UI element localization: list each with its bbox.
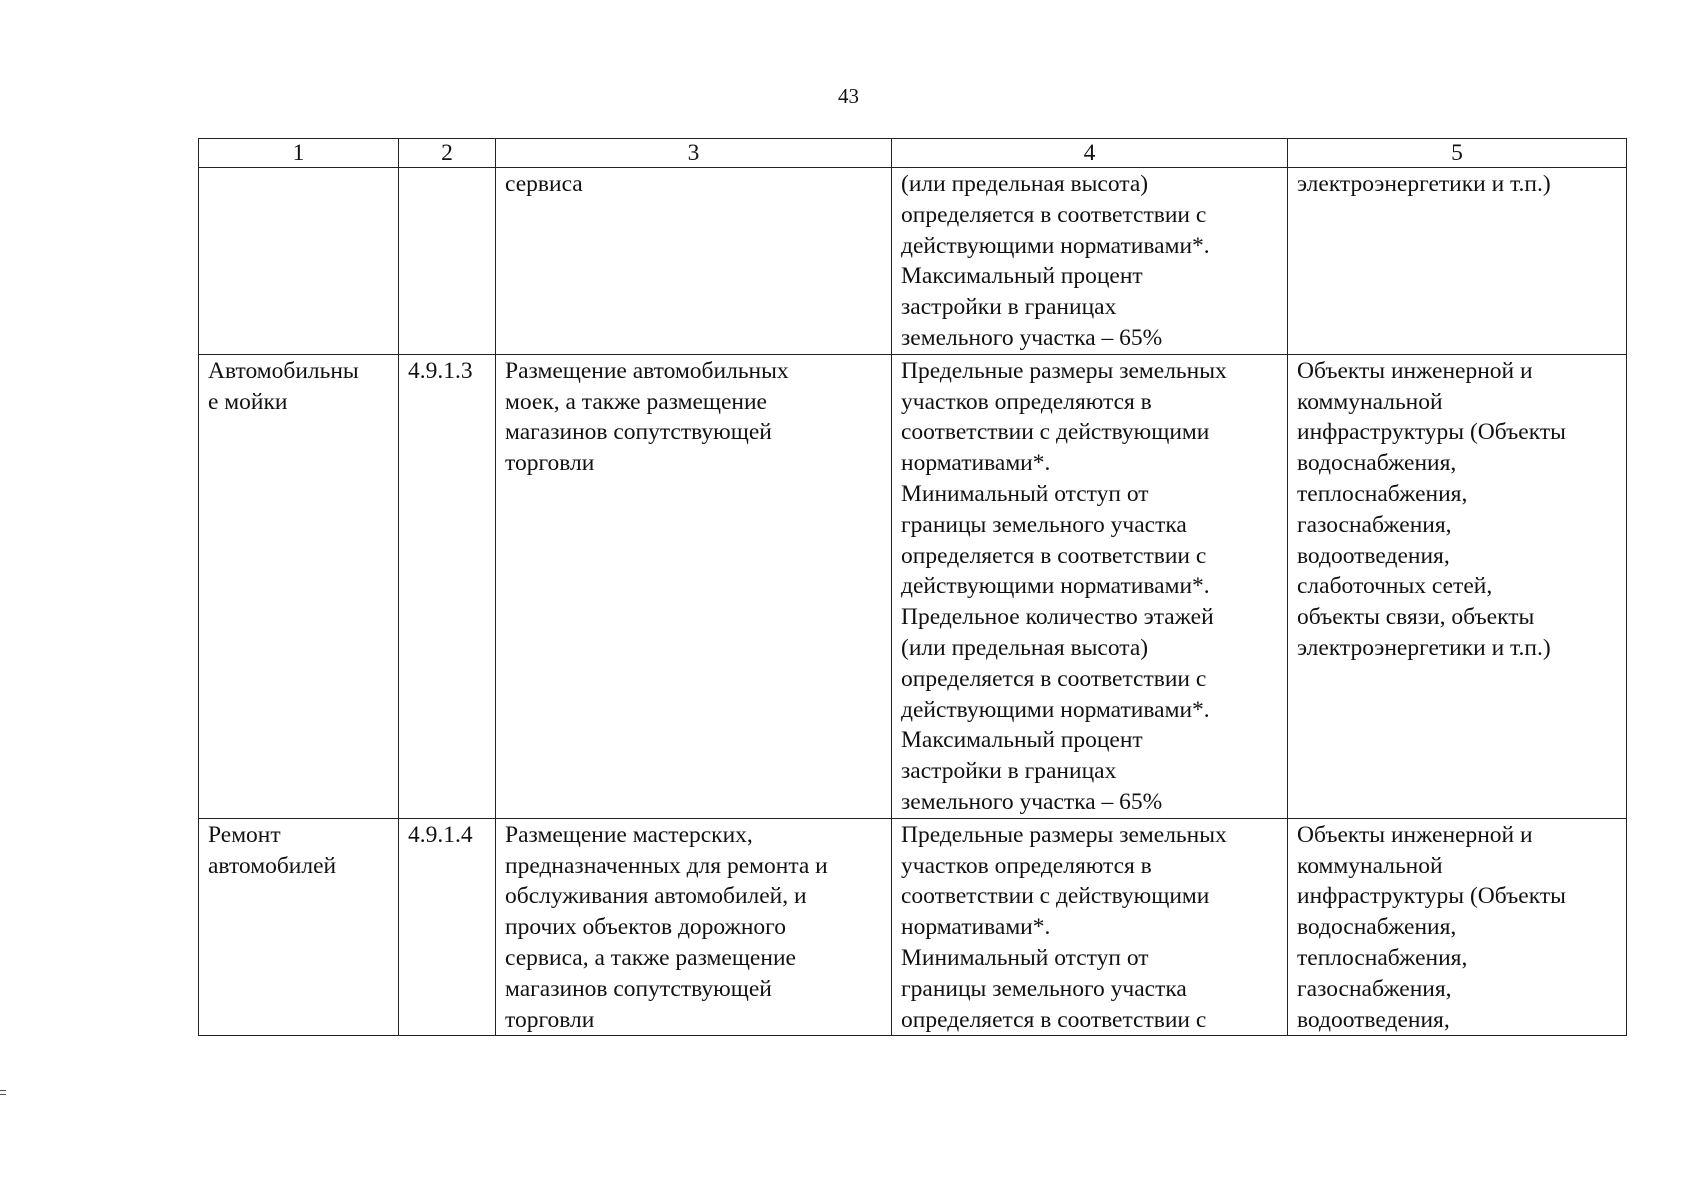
regulations-table [198, 138, 1627, 1036]
column-header-5: 5 [1288, 139, 1627, 168]
table-header-row [199, 139, 1627, 168]
cell-parameters: (или предельная высота) определяется в соответствии с действующими нормативами*. Максимальный процент застройки в границах земельного участка – 65% [892, 168, 1288, 355]
cell-description: Размещение автомобильных моек, а также размещение магазинов сопутствующей торговли [496, 354, 892, 818]
table-row [199, 354, 1627, 818]
scan-edge-mark [0, 1090, 6, 1091]
cell-parameters: Предельные размеры земельных участков определяются в соответствии с действующими нормативами*. Минимальный отступ от границы земельного участка определяется в соответствии с действующими нормативами*. Предельное количество этажей (или предельная высота) определяется в соответствии с действующими нормативами*. Максимальный процент застройки в границах земельного участка – 65% [892, 354, 1288, 818]
page-number: 43 [838, 84, 859, 108]
table-row [199, 818, 1627, 1036]
cell-land-use-name: Ремонт автомобилей [199, 818, 399, 1036]
cell-parameters: Предельные размеры земельных участков определяются в соответствии с действующими нормативами*. Минимальный отступ от границы земельного участка определяется в соответствии с [892, 818, 1288, 1036]
cell-code: 4.9.1.3 [399, 354, 496, 818]
cell-land-use-name: Автомобильны е мойки [199, 354, 399, 818]
cell-land-use-name [199, 168, 399, 355]
column-header-1: 1 [199, 139, 399, 168]
cell-code: 4.9.1.4 [399, 818, 496, 1036]
column-header-2: 2 [399, 139, 496, 168]
cell-description: Размещение мастерских, предназначенных для ремонта и обслуживания автомобилей, и прочих объектов дорожного сервиса, а также размещение магазинов сопутствующей торговли [496, 818, 892, 1036]
table-row [199, 168, 1627, 355]
cell-description: сервиса [496, 168, 892, 355]
cell-code [399, 168, 496, 355]
column-header-3: 3 [496, 139, 892, 168]
cell-auxiliary-objects: электроэнергетики и т.п.) [1288, 168, 1627, 355]
column-header-4: 4 [892, 139, 1288, 168]
scan-edge-mark [0, 1094, 6, 1095]
cell-auxiliary-objects: Объекты инженерной и коммунальной инфраструктуры (Объекты водоснабжения, теплоснабжения, газоснабжения, водоотведения, слаботочных сетей, объекты связи, объекты электроэнергетики и т.п.) [1288, 354, 1627, 818]
cell-auxiliary-objects: Объекты инженерной и коммунальной инфраструктуры (Объекты водоснабжения, теплоснабжения, газоснабжения, водоотведения, [1288, 818, 1627, 1036]
